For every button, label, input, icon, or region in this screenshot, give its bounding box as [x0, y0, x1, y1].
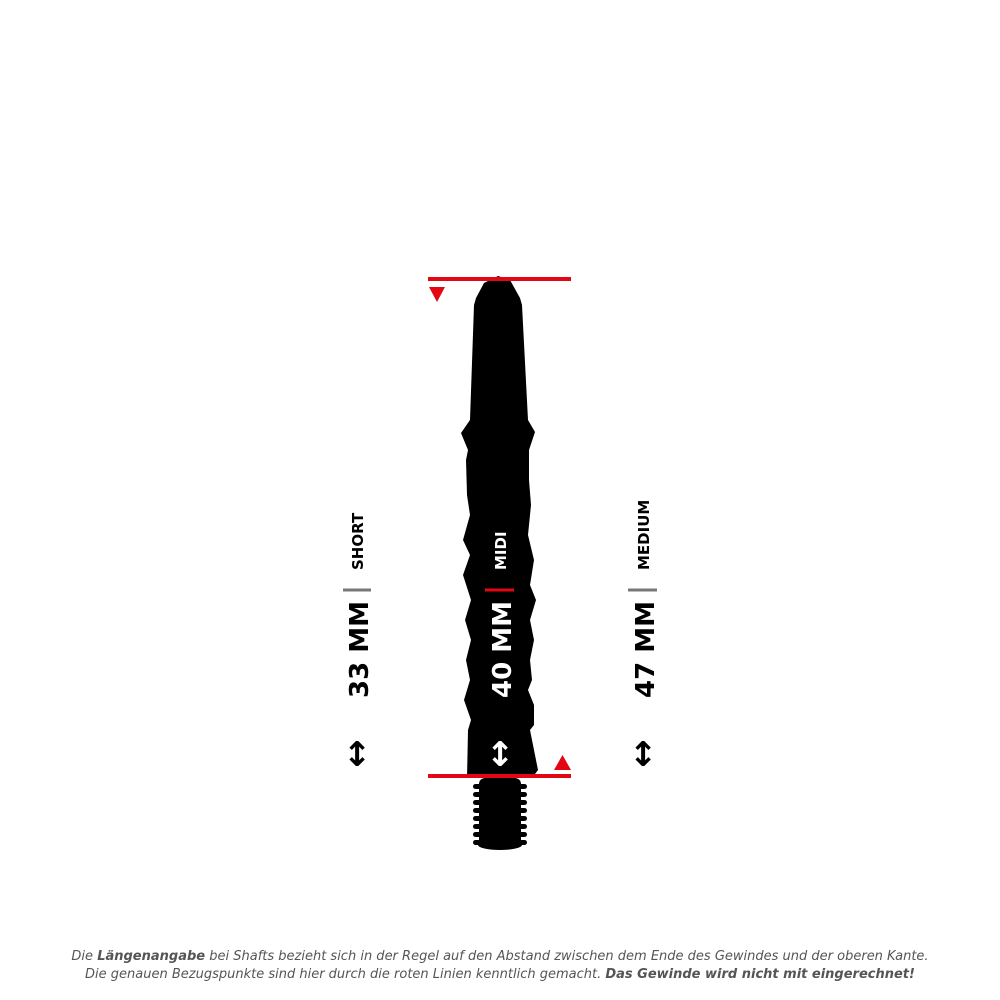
caption-line-1-start: Die [71, 949, 98, 964]
thread-ridge [473, 816, 527, 821]
thread-ridge [473, 800, 527, 805]
thread-end [478, 840, 522, 850]
caption-line-1-emphasis: Längenangabe [97, 949, 206, 964]
thread-ridge [473, 784, 527, 789]
thread-ridge [473, 824, 527, 829]
top-marker-triangle [429, 287, 445, 302]
caption-line-2-start: Die genauen Bezugspunkte sind hier durch die roten Linien kenntlich gemacht. [85, 967, 606, 982]
midi-arrow-icon: ↕ [485, 735, 515, 775]
midi-length: 40 MM [488, 601, 518, 698]
medium-arrow-icon: ↕ [628, 735, 658, 775]
medium-variant [628, 500, 661, 775]
bottom-marker-triangle [554, 755, 571, 770]
caption-line-2-emphasis: Das Gewinde wird nicht mit eingerechnet! [605, 967, 915, 982]
thread-ridge [473, 808, 527, 813]
dart-shaft [461, 276, 538, 778]
caption-line-1-end: bei Shafts bezieht sich in der Regel auf den Abstand zwischen dem Ende des Gewindes und der oberen Kante. [205, 949, 929, 964]
thread-ridge [473, 792, 527, 797]
short-length: 33 MM [345, 601, 375, 698]
short-arrow-icon: ↕ [342, 735, 372, 775]
midi-label: MIDI [492, 531, 510, 570]
short-variant [343, 512, 375, 775]
caption-line-1 [0, 948, 1000, 966]
medium-length: 47 MM [631, 601, 661, 698]
thread-ridge [473, 832, 527, 837]
medium-label: MEDIUM [635, 499, 653, 570]
caption-line-2 [0, 966, 1000, 984]
thread [473, 778, 527, 850]
short-label: SHORT [349, 512, 367, 570]
